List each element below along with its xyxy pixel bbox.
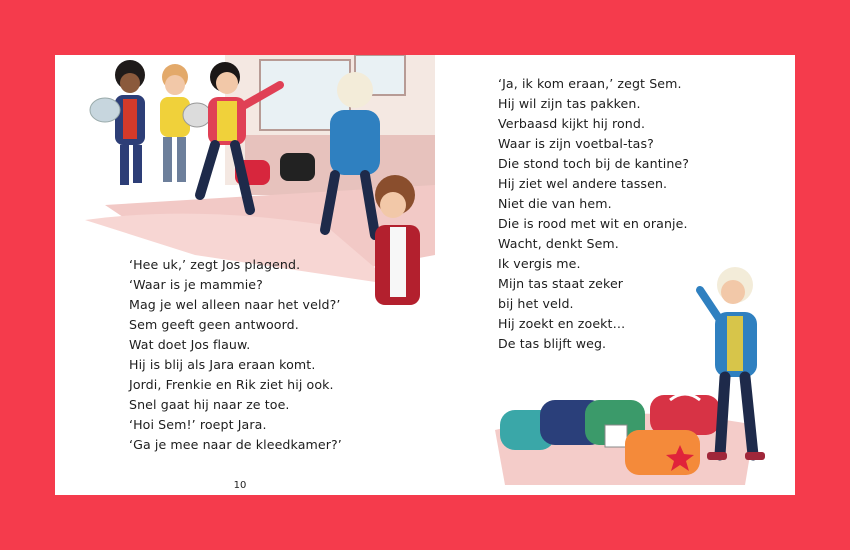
text-line: bij het veld. xyxy=(498,296,574,311)
text-line: ‘Hee uk,’ zegt Jos plagend. xyxy=(129,257,301,272)
left-page-text xyxy=(129,255,342,455)
text-line: Hij zoekt en zoekt… xyxy=(498,316,626,331)
text-line: ‘Ga je mee naar de kleedkamer?’ xyxy=(129,437,342,452)
text-line: Hij is blij als Jara eraan komt. xyxy=(129,357,316,372)
text-line: Hij wil zijn tas pakken. xyxy=(498,96,641,111)
text-line: ‘Ja, ik kom eraan,’ zegt Sem. xyxy=(498,76,682,91)
text-line: Wat doet Jos flauw. xyxy=(129,337,251,352)
text-line: Snel gaat hij naar ze toe. xyxy=(129,397,290,412)
text-line: Mag je wel alleen naar het veld?’ xyxy=(129,297,341,312)
text-line: Die stond toch bij de kantine? xyxy=(498,156,690,171)
text-line: Waar is zijn voetbal-tas? xyxy=(498,136,654,151)
page-number: 10 xyxy=(233,480,247,491)
text-line: ‘Hoi Sem!’ roept Jara. xyxy=(129,417,267,432)
text-line: ‘Waar is je mammie? xyxy=(129,277,263,292)
text-line: Niet die van hem. xyxy=(498,196,612,211)
text-line: Jordi, Frenkie en Rik ziet hij ook. xyxy=(129,377,334,392)
text-line: De tas blijft weg. xyxy=(498,336,607,351)
text-line: Mijn tas staat zeker xyxy=(498,276,624,291)
text-line: Sem geeft geen antwoord. xyxy=(129,317,299,332)
text-line: Verbaasd kijkt hij rond. xyxy=(498,116,646,131)
text-line: Hij ziet wel andere tassen. xyxy=(498,176,668,191)
text-line: Wacht, denkt Sem. xyxy=(498,236,619,251)
book-spread xyxy=(55,55,795,495)
right-page-text xyxy=(498,74,689,354)
text-line: Die is rood met wit en oranje. xyxy=(498,216,688,231)
text-line: Ik vergis me. xyxy=(498,256,581,271)
